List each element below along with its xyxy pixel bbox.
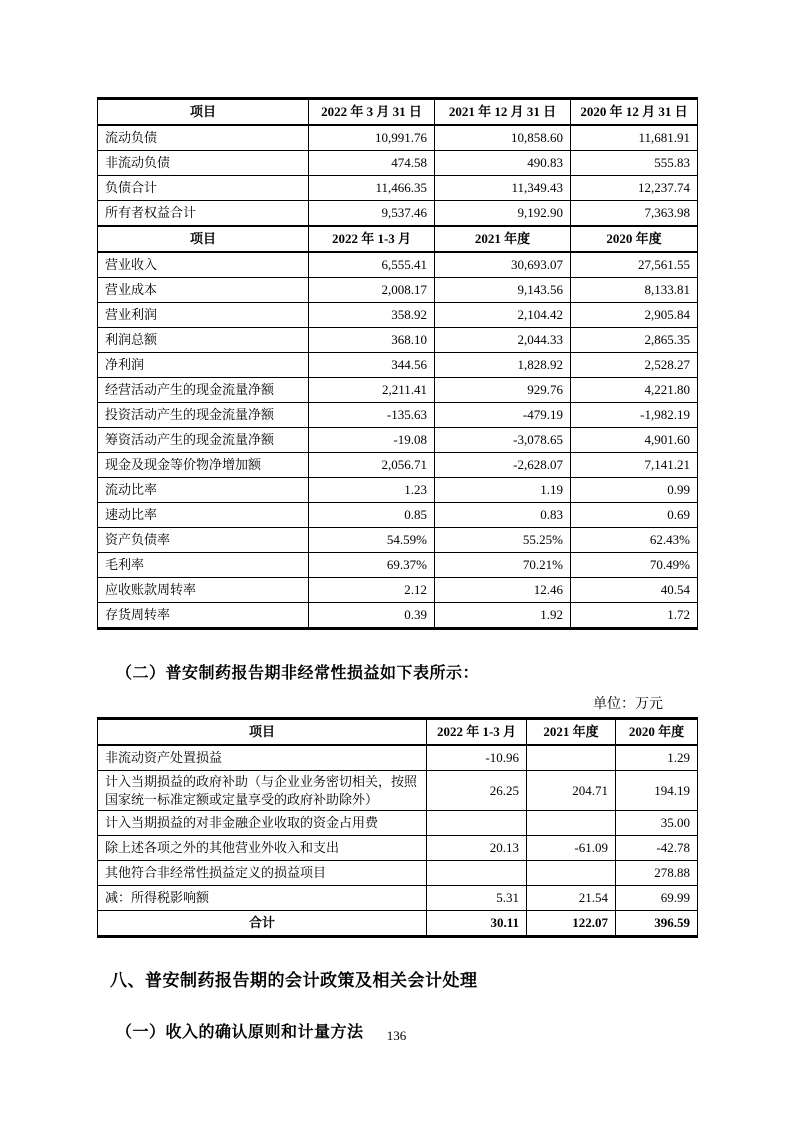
- table-row: [98, 886, 698, 911]
- cell-value: 0.39: [309, 603, 435, 629]
- cell-value: 7,141.21: [571, 453, 698, 478]
- row-label: 营业成本: [98, 278, 309, 303]
- row-label: 营业收入: [98, 252, 309, 278]
- column-header: 项目: [98, 719, 427, 746]
- cell-value: [427, 811, 527, 836]
- cell-value: 30,693.07: [435, 252, 571, 278]
- table-row: [98, 303, 698, 328]
- cell-value: 12,237.74: [571, 176, 698, 201]
- row-label: 速动比率: [98, 503, 309, 528]
- cell-value: 1,828.92: [435, 353, 571, 378]
- row-label: 资产负债率: [98, 528, 309, 553]
- cell-value: 1.29: [616, 745, 698, 771]
- cell-value: -479.19: [435, 403, 571, 428]
- row-label: 除上述各项之外的其他营业外收入和支出: [98, 836, 427, 861]
- cell-value: 11,466.35: [309, 176, 435, 201]
- row-label: 计入当期损益的对非金融企业收取的资金占用费: [98, 811, 427, 836]
- cell-value: 474.58: [309, 151, 435, 176]
- cell-value: 40.54: [571, 578, 698, 603]
- cell-value: 62.43%: [571, 528, 698, 553]
- cell-value: 490.83: [435, 151, 571, 176]
- cell-value: 1.92: [435, 603, 571, 629]
- row-label: 应收账款周转率: [98, 578, 309, 603]
- cell-value: 4,901.60: [571, 428, 698, 453]
- cell-value: 11,349.43: [435, 176, 571, 201]
- table-row: [98, 328, 698, 353]
- cell-value: 358.92: [309, 303, 435, 328]
- cell-value: 21.54: [527, 886, 616, 911]
- section-heading-nonrecurring: （二）普安制药报告期非经常性损益如下表所示：: [116, 665, 480, 682]
- cell-value: 4,221.80: [571, 378, 698, 403]
- cell-value: 9,192.90: [435, 201, 571, 227]
- cell-value: 9,537.46: [309, 201, 435, 227]
- cell-value: -2,628.07: [435, 453, 571, 478]
- table-row: [98, 278, 698, 303]
- table-row: [98, 428, 698, 453]
- row-label: 现金及现金等价物净增加额: [98, 453, 309, 478]
- row-label: 筹资活动产生的现金流量净额: [98, 428, 309, 453]
- financial-summary-table: [97, 97, 698, 630]
- row-label: 流动负债: [98, 125, 309, 151]
- total-row: [98, 911, 698, 937]
- table-row: [98, 553, 698, 578]
- cell-value: 6,555.41: [309, 252, 435, 278]
- table-row: [98, 811, 698, 836]
- table-row: [98, 771, 698, 811]
- row-label: 存货周转率: [98, 603, 309, 629]
- table-row: [98, 201, 698, 227]
- cell-value: 0.83: [435, 503, 571, 528]
- table-row: [98, 478, 698, 503]
- cell-value: 344.56: [309, 353, 435, 378]
- cell-value: 555.83: [571, 151, 698, 176]
- row-label: 非流动负债: [98, 151, 309, 176]
- table-row: [98, 528, 698, 553]
- cell-value: 10,858.60: [435, 125, 571, 151]
- row-label: 非流动资产处置损益: [98, 745, 427, 771]
- cell-value: 7,363.98: [571, 201, 698, 227]
- cell-value: 0.99: [571, 478, 698, 503]
- cell-value: -42.78: [616, 836, 698, 861]
- cell-value: -135.63: [309, 403, 435, 428]
- cell-value: 54.59%: [309, 528, 435, 553]
- row-label: 毛利率: [98, 553, 309, 578]
- cell-value: 2.12: [309, 578, 435, 603]
- cell-value: -61.09: [527, 836, 616, 861]
- table-row: [98, 353, 698, 378]
- row-label: 所有者权益合计: [98, 201, 309, 227]
- column-header: 2020 年度: [616, 719, 698, 746]
- table-row: [98, 453, 698, 478]
- cell-value: 20.13: [427, 836, 527, 861]
- cell-value: 2,044.33: [435, 328, 571, 353]
- cell-value: 8,133.81: [571, 278, 698, 303]
- cell-value: 368.10: [309, 328, 435, 353]
- cell-value: 194.19: [616, 771, 698, 811]
- cell-value: 2,008.17: [309, 278, 435, 303]
- cell-value: 2,211.41: [309, 378, 435, 403]
- cell-value: 2,865.35: [571, 328, 698, 353]
- cell-value: 0.85: [309, 503, 435, 528]
- row-label: 净利润: [98, 353, 309, 378]
- cell-value: 55.25%: [435, 528, 571, 553]
- cell-value: 26.25: [427, 771, 527, 811]
- table-row: [98, 176, 698, 201]
- column-header: 2021 年度: [435, 226, 571, 252]
- table-row: [98, 125, 698, 151]
- cell-value: 35.00: [616, 811, 698, 836]
- income-header-row: [98, 226, 698, 252]
- column-header: 2022 年 1-3 月: [427, 719, 527, 746]
- balance-header-row: [98, 99, 698, 126]
- cell-value: 5.31: [427, 886, 527, 911]
- cell-value: 69.99: [616, 886, 698, 911]
- column-header: 2020 年 12 月 31 日: [571, 99, 698, 126]
- cell-value: 10,991.76: [309, 125, 435, 151]
- row-label: 流动比率: [98, 478, 309, 503]
- cell-value: 69.37%: [309, 553, 435, 578]
- cell-value: 204.71: [527, 771, 616, 811]
- cell-value: [527, 861, 616, 886]
- cell-value: 278.88: [616, 861, 698, 886]
- page-number: 136: [386, 1028, 407, 1043]
- cell-value: 929.76: [435, 378, 571, 403]
- total-value: 122.07: [527, 911, 616, 937]
- table-row: [98, 861, 698, 886]
- unit-label: 单位：万元: [593, 697, 663, 712]
- cell-value: 1.23: [309, 478, 435, 503]
- row-label: 经营活动产生的现金流量净额: [98, 378, 309, 403]
- table-row: [98, 403, 698, 428]
- row-label: 投资活动产生的现金流量净额: [98, 403, 309, 428]
- table-row: [98, 378, 698, 403]
- column-header: 2021 年 12 月 31 日: [435, 99, 571, 126]
- cell-value: 1.72: [571, 603, 698, 629]
- row-label: 营业利润: [98, 303, 309, 328]
- nonrecurring-header-row: [98, 719, 698, 746]
- column-header: 2022 年 1-3 月: [309, 226, 435, 252]
- nonrecurring-items-table: [97, 717, 698, 938]
- table-row: [98, 745, 698, 771]
- table-row: [98, 578, 698, 603]
- cell-value: 12.46: [435, 578, 571, 603]
- column-header: 2022 年 3 月 31 日: [309, 99, 435, 126]
- cell-value: -19.08: [309, 428, 435, 453]
- table-row: [98, 252, 698, 278]
- cell-value: 9,143.56: [435, 278, 571, 303]
- cell-value: [427, 861, 527, 886]
- cell-value: 27,561.55: [571, 252, 698, 278]
- table-row: [98, 503, 698, 528]
- cell-value: 2,056.71: [309, 453, 435, 478]
- column-header: 项目: [98, 99, 309, 126]
- cell-value: [527, 745, 616, 771]
- cell-value: -3,078.65: [435, 428, 571, 453]
- row-label: 负债合计: [98, 176, 309, 201]
- column-header: 2020 年度: [571, 226, 698, 252]
- cell-value: 1.19: [435, 478, 571, 503]
- table-row: [98, 603, 698, 629]
- cell-value: 70.49%: [571, 553, 698, 578]
- cell-value: 0.69: [571, 503, 698, 528]
- cell-value: 11,681.91: [571, 125, 698, 151]
- row-label: 计入当期损益的政府补助（与企业业务密切相关，按照国家统一标准定额或定量享受的政府补助除外）: [98, 771, 427, 811]
- row-label: 利润总额: [98, 328, 309, 353]
- cell-value: -1,982.19: [571, 403, 698, 428]
- cell-value: 2,104.42: [435, 303, 571, 328]
- cell-value: 70.21%: [435, 553, 571, 578]
- row-label: 减：所得税影响额: [98, 886, 427, 911]
- cell-value: 2,905.84: [571, 303, 698, 328]
- row-label: 其他符合非经常性损益定义的损益项目: [98, 861, 427, 886]
- section-heading-revenue-recognition: （一）收入的确认原则和计量方法: [116, 1024, 364, 1042]
- table-row: [98, 836, 698, 861]
- total-value: 396.59: [616, 911, 698, 937]
- total-label: 合计: [98, 911, 427, 937]
- cell-value: -10.96: [427, 745, 527, 771]
- total-value: 30.11: [427, 911, 527, 937]
- chapter-heading-accounting-policies: 八、普安制药报告期的会计政策及相关会计处理: [110, 971, 478, 991]
- column-header: 项目: [98, 226, 309, 252]
- cell-value: 2,528.27: [571, 353, 698, 378]
- column-header: 2021 年度: [527, 719, 616, 746]
- cell-value: [527, 811, 616, 836]
- table-row: [98, 151, 698, 176]
